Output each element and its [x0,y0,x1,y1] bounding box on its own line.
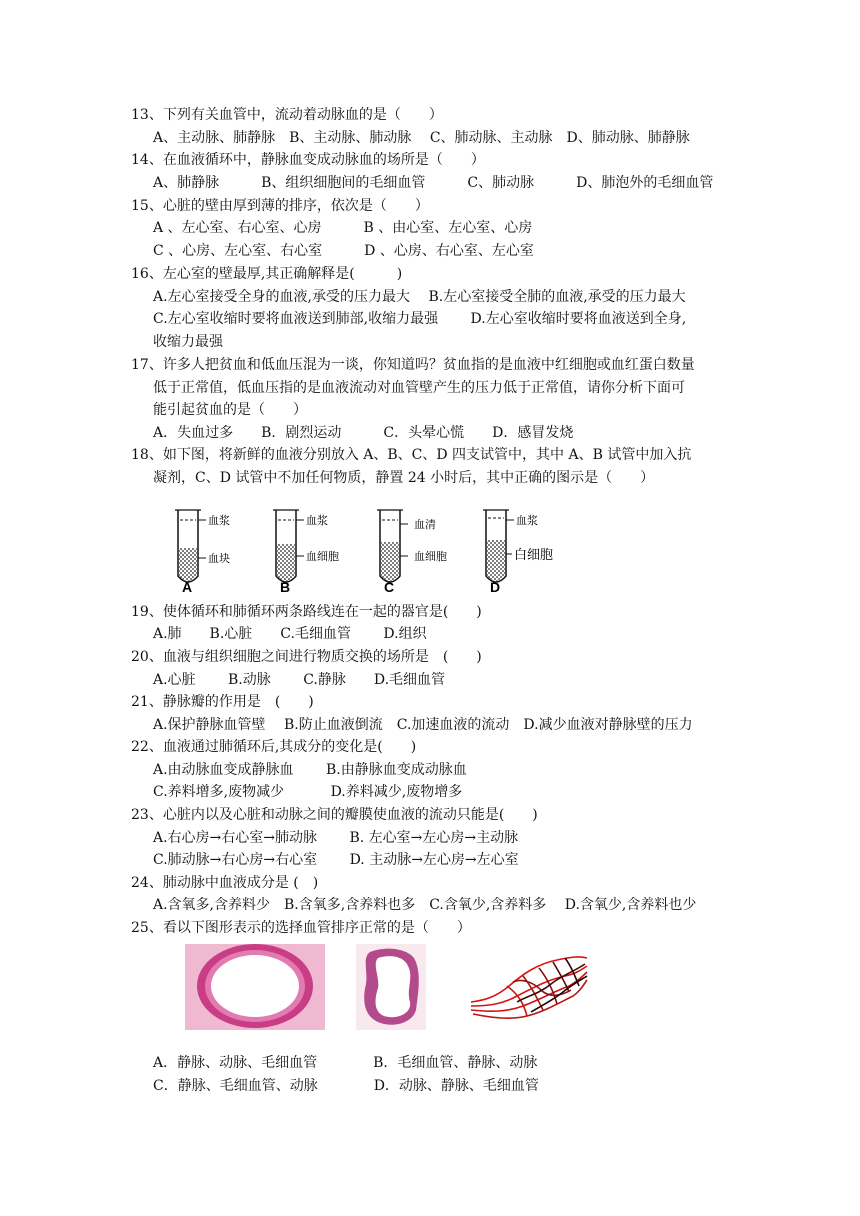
question-18-stem-1: 18、如下图，将新鲜的血液分别放入 A、B、C、D 四支试管中，其中 A、B 试管中加入抗 [131,447,692,463]
question-17-stem-1: 17、许多人把贫血和低血压混为一谈，你知道吗？贫血指的是血液中红细胞或血红蛋白数量 [131,357,695,373]
vessel-image-capillary [467,946,591,1024]
tube-a-bottom-label: 血块 [208,552,230,565]
question-13-stem: 13、下列有关血管中，流动着动脉血的是（ ） [131,107,443,123]
tube-d-top-label: 血浆 [516,514,538,527]
tube-b-top-label: 血浆 [306,514,328,527]
question-15-stem: 15、心脏的壁由厚到薄的排序，依次是（ ） [131,198,429,214]
question-16-options-ab: A.左心室接受全身的血液,承受的压力最大 B.左心室接受全肺的血液,承受的压力最大 [153,289,686,305]
question-14-options: A、肺静脉 B、组织细胞间的毛细血管 C、肺动脉 D、肺泡外的毛细血管 [153,175,714,191]
tube-c [377,510,447,594]
question-25-stem: 25、看以下图形表示的选择血管排序正常的是（ ） [131,920,471,936]
question-19-options: A.肺 B.心脏 C.毛细血管 D.组织 [153,626,427,642]
question-25-options-cd: C．静脉、毛细血管、动脉 D．动脉、静脉、毛细血管 [153,1078,539,1094]
question-20-options: A.心脏 B.动脉 C.静脉 D.毛细血管 [153,672,446,688]
tube-b-bottom-label: 血细胞 [306,550,339,563]
question-17-stem-3: 能引起贫血的是（ ） [153,402,307,418]
question-14-stem: 14、在血液循环中，静脉血变成动脉血的场所是（ ） [131,152,485,168]
question-23-options-ab: A.右心房→右心室→肺动脉 B. 左心室→左心房→主动脉 [153,830,519,846]
tube-c-bottom-label: 血细胞 [414,550,447,563]
question-25-options-ab: A．静脉、动脉、毛细血管 B．毛细血管、静脉、动脉 [153,1055,538,1071]
question-23-stem: 23、心脏内以及心脏和动脉之间的瓣膜使血液的流动只能是( ) [131,807,538,823]
vessel-image-vein [185,944,325,1030]
question-13-options: A、主动脉、肺静脉 B、主动脉、肺动脉 C、肺动脉、主动脉 D、肺动脉、肺静脉 [153,130,690,146]
tube-d [483,510,553,594]
tube-c-top-label: 血清 [414,518,436,531]
question-15-options-cd: C 、心房、左心室、右心室 D 、心房、右心室、左心室 [153,243,534,259]
question-22-stem: 22、血液通过肺循环后,其成分的变化是( ) [131,739,417,755]
tube-d-letter: D [490,579,501,594]
question-15-options-ab: A 、左心室、右心室、心房 B 、由心室、左心室、心房 [153,220,533,236]
question-16-options-cd: C.左心室收缩时要将血液送到肺部,收缩力最强 D.左心室收缩时要将血液送到全身, [153,311,687,327]
question-24-stem: 24、肺动脉中血液成分是 ( ) [131,875,319,891]
question-22-options-cd: C.养料增多,废物减少 D.养料减少,废物增多 [153,784,463,800]
tube-a-letter: A [182,579,193,594]
tube-c-letter: C [384,579,395,594]
tube-a-top-label: 血浆 [208,514,230,527]
tube-b [273,510,339,594]
tube-d-bottom-label: 白细胞 [514,548,554,563]
test-tube-figure [170,498,560,594]
tube-b-letter: B [280,579,291,594]
vessel-image-artery [356,944,426,1030]
question-21-options: A.保护静脉血管壁 B.防止血液倒流 C.加速血液的流动 D.减少血液对静脉壁的压力 [153,717,693,733]
question-17-options: A．失血过多 B．剧烈运动 C．头晕心慌 D．感冒发烧 [153,425,574,441]
question-20-stem: 20、血液与组织细胞之间进行物质交换的场所是 ( ) [131,649,482,665]
question-22-options-ab: A.由动脉血变成静脉血 B.由静脉血变成动脉血 [153,762,467,778]
question-16-stem: 16、左心室的壁最厚,其正确解释是( ) [131,266,403,282]
question-17-stem-2: 低于正常值，低血压指的是血液流动对血管壁产生的压力低于正常值，请你分析下面可 [153,380,685,396]
question-18-stem-2: 凝剂，C、D 试管中不加任何物质，静置 24 小时后，其中正确的图示是（ ） [153,470,655,486]
question-21-stem: 21、静脉瓣的作用是 ( ) [131,694,314,710]
question-19-stem: 19、使体循环和肺循环两条路线连在一起的器官是( ) [131,604,482,620]
question-24-options: A.含氧多,含养料少 B.含氧多,含养料也多 C.含氧少,含养料多 D.含氧少,含养料也少 [153,897,697,913]
tube-a [175,510,230,594]
question-16-options-cont: 收缩力最强 [153,334,223,350]
question-23-options-cd: C.肺动脉→右心房→右心室 D. 主动脉→左心房→左心室 [153,852,519,868]
